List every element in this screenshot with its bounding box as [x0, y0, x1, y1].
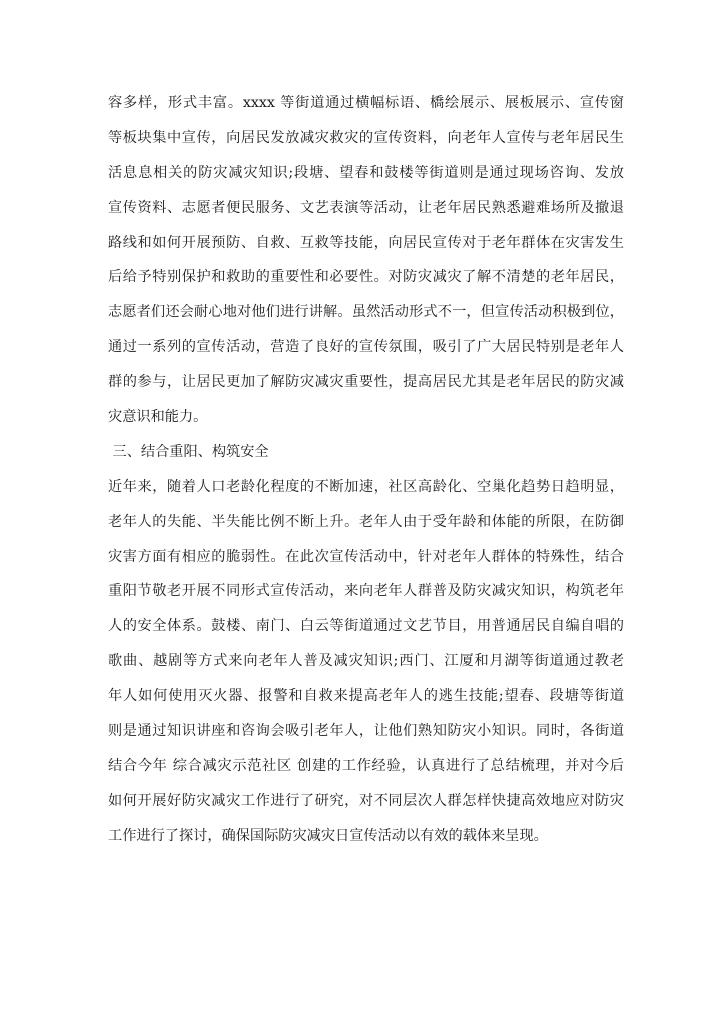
paragraph-1-line: 活息息相关的防灾减灾知识;段塘、望春和鼓楼等街道则是通过现场咨询、发放: [108, 164, 624, 181]
paragraph-1-line: 等板块集中宣传，向居民发放减灾救灾的宣传资料，向老年人宣传与老年居民生: [108, 129, 624, 146]
paragraph-1-line: 宣传资料、志愿者便民服务、文艺表演等活动，让老年居民熟悉避难场所及撤退: [108, 199, 624, 216]
paragraph-2-line: 歌曲、越剧等方式来向老年人普及减灾知识;西门、江厦和月湖等街道通过教老: [108, 653, 624, 670]
paragraph-1-line: 容多样，形式丰富。xxxx 等街道通过横幅标语、橋绘展示、展板展示、宣传窗: [108, 95, 624, 111]
paragraph-1-line: 灾意识和能力。: [108, 409, 208, 426]
paragraph-2-line: 工作进行了探讨，确保国际防灾减灾日宣传活动以有效的载体来呈现。: [108, 827, 548, 844]
paragraph-2-line: 人的安全体系。鼓楼、南门、白云等街道通过文艺节目，用普通居民自编自唱的: [108, 618, 624, 635]
section-heading: 三、结合重阳、构筑安全: [108, 443, 269, 460]
paragraph-1-line: 路线和如何开展预防、自救、互救等技能，向居民宣传对于老年群体在灾害发生: [108, 234, 624, 251]
paragraph-2-line: 年人如何使用灭火器、报警和自救来提高老年人的逃生技能;望春、段塘等街道: [108, 688, 624, 705]
paragraph-1-line: 后给予特别保护和救助的重要性和必要性。对防灾减灾了解不清楚的老年居民，: [108, 269, 624, 286]
paragraph-2-line: 灾害方面有相应的脆弱性。在此次宣传活动中，针对老年人群体的特殊性，结合: [108, 548, 624, 565]
paragraph-2-line: 则是通过知识讲座和咨询会吸引老年人，让他们熟知防灾小知识。同时，各街道: [108, 723, 624, 740]
paragraph-2-line: 老年人的失能、半失能比例不断上升。老年人由于受年龄和体能的所限，在防御: [108, 513, 624, 530]
paragraph-1-line: 志愿者们还会耐心地对他们进行讲解。虽然活动形式不一，但宣传活动积极到位，: [108, 304, 624, 321]
paragraph-1-line: 群的参与，让居民更加了解防灾减灾重要性，提高居民尤其是老年居民的防灾减: [108, 374, 624, 391]
paragraph-2-line: 重阳节敬老开展不同形式宣传活动，来向老年人群普及防灾减灾知识，构筑老年: [108, 583, 624, 600]
paragraph-2: [108, 470, 624, 854]
paragraph-1: [108, 86, 624, 435]
paragraph-2-line: 如何开展好防灾减灾工作进行了研究，对不同层次人群怎样快捷高效地应对防灾: [108, 792, 624, 809]
document-body: [108, 86, 624, 854]
paragraph-1-line: 通过一系列的宣传活动，营造了良好的宣传氛围，吸引了广大居民特别是老年人: [108, 339, 624, 356]
paragraph-2-line: 结合今年 综合减灾示范社区 创建的工作经验，认真进行了总结梳理，并对今后: [108, 757, 624, 774]
paragraph-2-line: 近年来，随着人口老龄化程度的不断加速，社区高龄化、空巢化趋势日趋明显，: [108, 478, 624, 495]
